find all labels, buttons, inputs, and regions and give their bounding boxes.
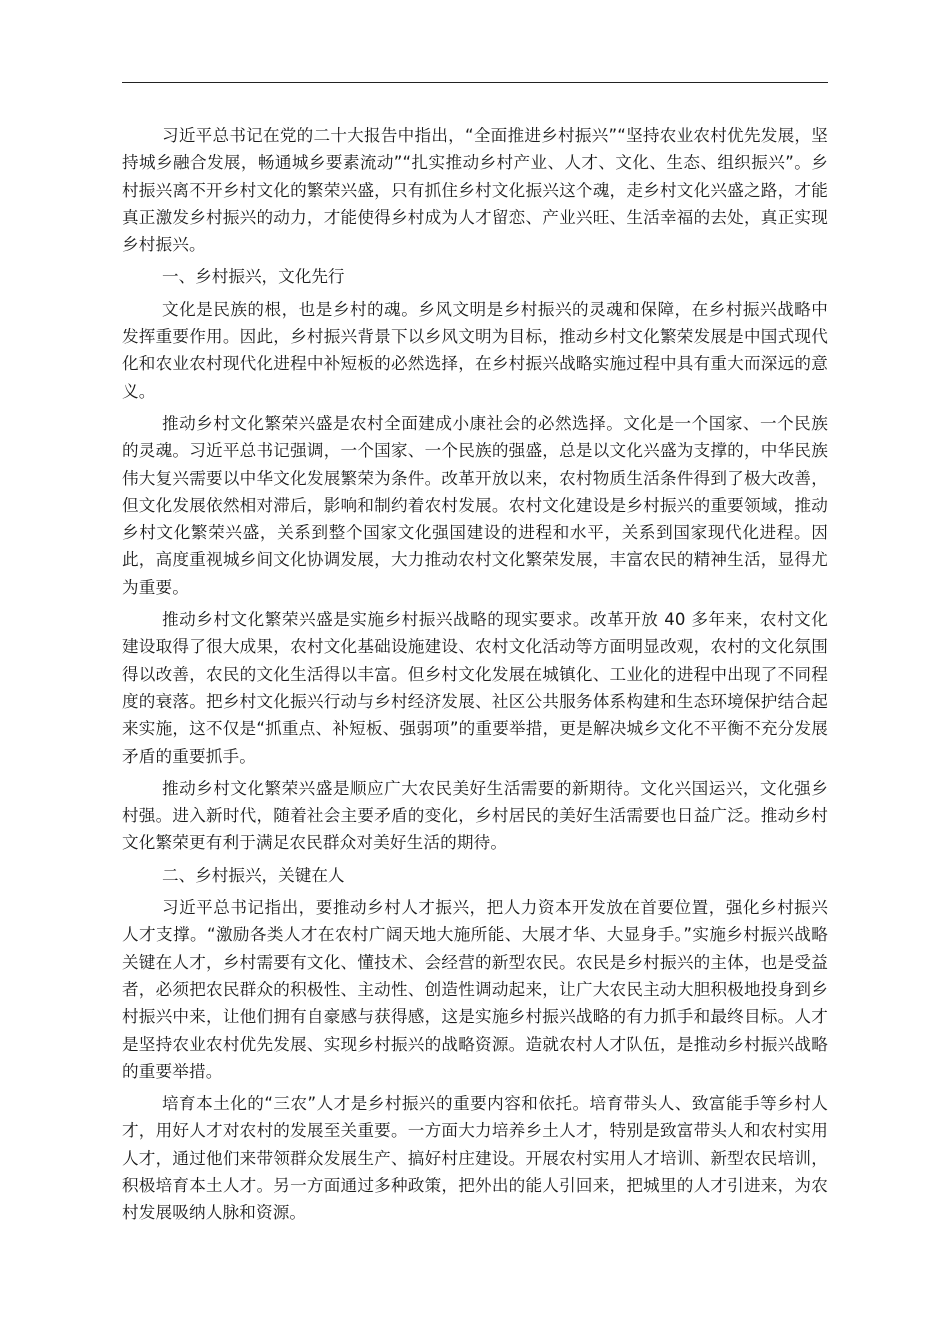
paragraph: 推动乡村文化繁荣兴盛是顺应广大农民美好生活需要的新期待。文化兴国运兴，文化强乡村强。进入新时代，随着社会主要矛盾的变化，乡村居民的美好生活需要也日益广泛。推动乡村文化繁荣更有利于满足农民群众对美好生活的期待。 (122, 778, 828, 853)
paragraph: 文化是民族的根，也是乡村的魂。乡风文明是乡村振兴的灵魂和保障，在乡村振兴战略中发挥重要作用。因此，乡村振兴背景下以乡风文明为目标，推动乡村文化繁荣发展是中国式现代化和农业农村现代化进程中补短板的必然选择，在乡村振兴战略实施过程中具有重大而深远的意义。 (122, 299, 828, 401)
section-heading: 一、乡村振兴，文化先行 (162, 267, 345, 287)
paragraph: 培育本土化的“三农”人才是乡村振兴的重要内容和依托。培育带头人、致富能手等乡村人才，用好人才对农村的发展至关重要。一方面大力培养乡土人才，特别是致富带头人和农村实用人才，通过他们来带领群众发展生产、搞好村庄建设。开展农村实用人才培训、新型农民培训，积极培育本土人才。另一方面通过多种政策，把外出的能人引回来，把城里的人才引进来，为农村发展吸纳人脉和资源。 (122, 1094, 828, 1223)
paragraph: 推动乡村文化繁荣兴盛是农村全面建成小康社会的必然选择。文化是一个国家、一个民族的灵魂。习近平总书记强调，一个国家、一个民族的强盛，总是以文化兴盛为支撑的，中华民族伟大复兴需要以中华文化发展繁荣为条件。改革开放以来，农村物质生活条件得到了极大改善，但文化发展依然相对滞后，影响和制约着农村发展。农村文化建设是乡村振兴的重要领域，推动乡村文化繁荣兴盛，关系到整个国家文化强国建设的进程和水平，关系到国家现代化进程。因此，高度重视城乡间文化协调发展，大力推动农村文化繁荣发展，丰富农民的精神生活，显得尤为重要。 (122, 413, 828, 597)
header-rule (122, 82, 828, 83)
section-heading: 二、乡村振兴，关键在人 (162, 865, 345, 885)
paragraph: 习近平总书记在党的二十大报告中指出，“全面推进乡村振兴”“坚持农业农村优先发展，坚持城乡融合发展，畅通城乡要素流动”“扎实推动乡村产业、人才、文化、生态、组织振兴”。乡村振兴离不开乡村文化的繁荣兴盛，只有抓住乡村文化振兴这个魂，走乡村文化兴盛之路，才能真正激发乡村振兴的动力，才能使得乡村成为人才留恋、产业兴旺、生活幸福的去处，真正实现乡村振兴。 (122, 126, 828, 255)
paragraph: 习近平总书记指出，要推动乡村人才振兴，把人力资本开发放在首要位置，强化乡村振兴人才支撑。“激励各类人才在农村广阔天地大施所能、大展才华、大显身手。”实施乡村振兴战略关键在人才，乡村需要有文化、懂技术、会经营的新型农民。农民是乡村振兴的主体，也是受益者，必须把农民群众的积极性、主动性、创造性调动起来，让广大农民主动大胆积极地投身到乡村振兴中来，让他们拥有自豪感与获得感，这是实施乡村振兴战略的有力抓手和最终目标。人才是坚持农业农村优先发展、实现乡村振兴的战略资源。造就农村人才队伍，是推动乡村振兴战略的重要举措。 (122, 898, 828, 1081)
body-text (122, 122, 828, 1232)
paragraph: 推动乡村文化繁荣兴盛是实施乡村振兴战略的现实要求。改革开放 40 多年来，农村文化建设取得了很大成果，农村文化基础设施建设、农村文化活动等方面明显改观，农村的文化氛围得以改善，农民的文化生活得以丰富。但乡村文化发展在城镇化、工业化的进程中出现了不同程度的衰落。把乡村文化振兴行动与乡村经济发展、社区公共服务体系构建和生态环境保护结合起来实施，这不仅是“抓重点、补短板、强弱项”的重要举措，更是解决城乡文化不平衡不充分发展矛盾的重要抓手。 (122, 610, 828, 766)
